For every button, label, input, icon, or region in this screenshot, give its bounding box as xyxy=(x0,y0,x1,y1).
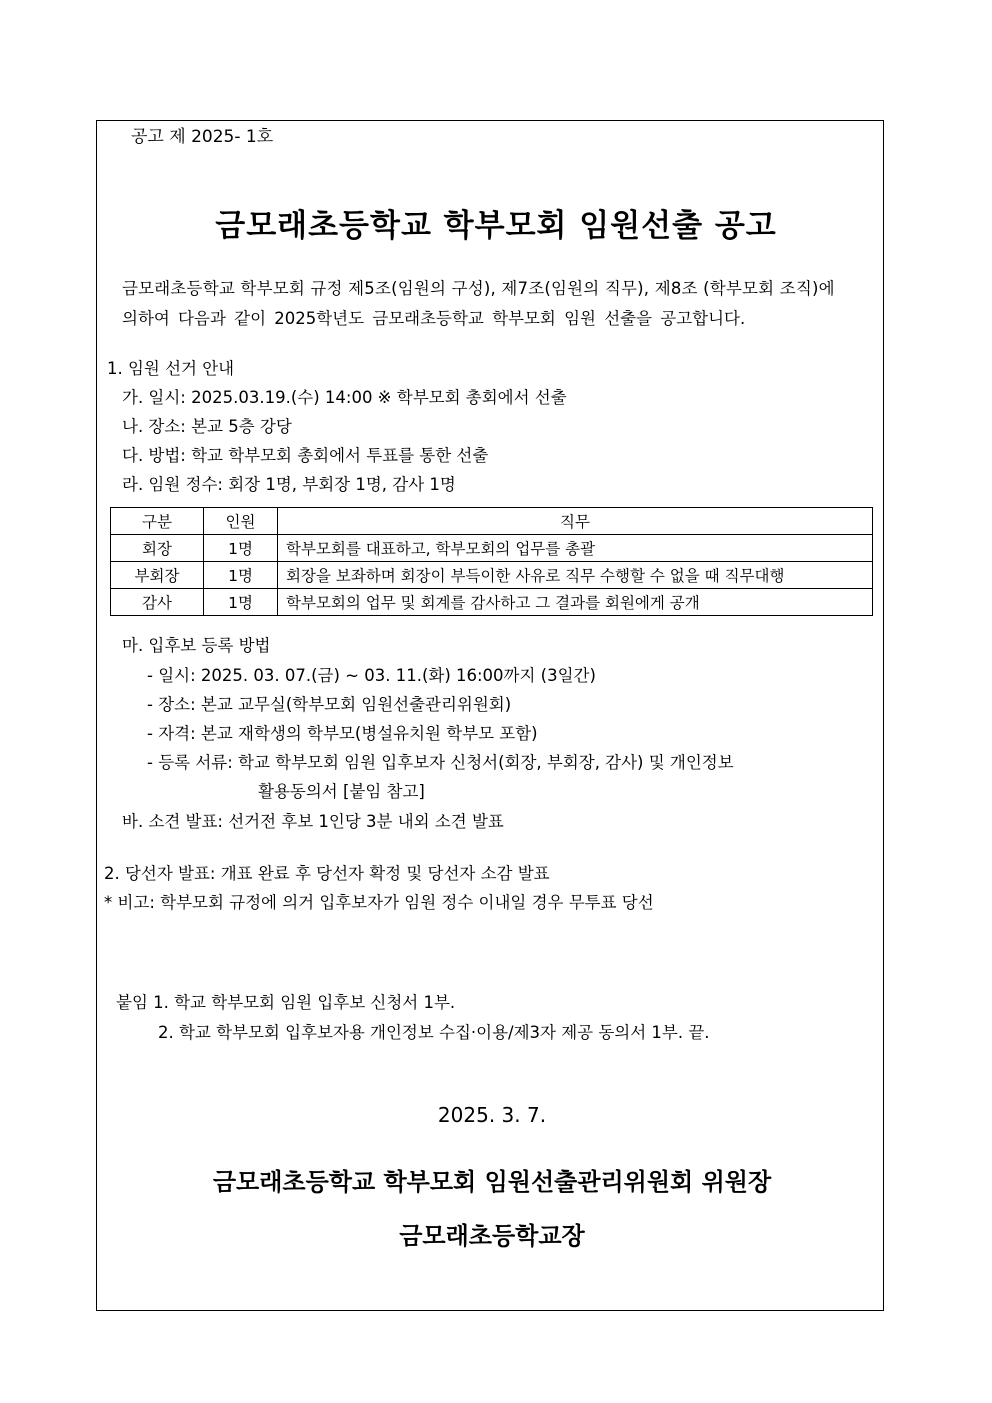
roles-table xyxy=(110,507,873,616)
intro-line-1: 금모래초등학교 학부모회 규정 제5조(임원의 구성), 제7조(임원의 직무), 제8조 (학부모회 조직)에 xyxy=(122,279,835,298)
cell-count: 1명 xyxy=(204,562,278,589)
registration-documents: - 등록 서류: 학교 학부모회 임원 입후보자 신청서(회장, 부회장, 감사) 및 개인정보 xyxy=(147,753,734,772)
registration-date: - 일시: 2025. 03. 07.(금) ~ 03. 11.(화) 16:00까지 (3일간) xyxy=(147,666,596,685)
cell-role: 감사 xyxy=(111,589,204,616)
section2-heading: 2. 당선자 발표: 개표 완료 후 당선자 확정 및 당선자 소감 발표 xyxy=(104,864,550,883)
cell-count: 1명 xyxy=(204,589,278,616)
registration-eligibility: - 자격: 본교 재학생의 학부모(병설유치원 학부모 포함) xyxy=(147,724,538,743)
table-header-row xyxy=(111,508,873,535)
registration-place: - 장소: 본교 교무실(학부모회 임원선출관리위원회) xyxy=(147,695,512,714)
cell-duty: 학부모회의 업무 및 회계를 감사하고 그 결과를 회원에게 공개 xyxy=(278,589,873,616)
table-row xyxy=(111,562,873,589)
notice-number: 공고 제 2025- 1호 xyxy=(131,127,274,147)
registration-heading: 마. 입후보 등록 방법 xyxy=(122,636,271,655)
location-item: 나. 장소: 본교 5층 강당 xyxy=(122,417,292,436)
signature-principal: 금모래초등학교장 xyxy=(399,1222,585,1250)
attachment-2: 2. 학교 학부모회 입후보자용 개인정보 수집·이용/제3자 제공 동의서 1부. 끝. xyxy=(158,1023,710,1042)
cell-count: 1명 xyxy=(204,535,278,562)
cell-duty: 회장을 보좌하며 회장이 부득이한 사유로 직무 수행할 수 없을 때 직무대행 xyxy=(278,562,873,589)
header-category: 구분 xyxy=(111,508,204,535)
header-duty: 직무 xyxy=(278,508,873,535)
cell-role: 부회장 xyxy=(111,562,204,589)
attachment-1: 붙임 1. 학교 학부모회 임원 입후보 신청서 1부. xyxy=(116,993,456,1012)
method-item: 다. 방법: 학교 학부모회 총회에서 투표를 통한 선출 xyxy=(122,446,489,465)
document-title: 금모래초등학교 학부모회 임원선출 공고 xyxy=(215,208,777,244)
cell-duty: 학부모회를 대표하고, 학부모회의 업무를 총괄 xyxy=(278,535,873,562)
schedule-item: 가. 일시: 2025.03.19.(수) 14:00 ※ 학부모회 총회에서 선출 xyxy=(122,388,567,407)
remark-note: * 비고: 학부모회 규정에 의거 입후보자가 임원 정수 이내일 경우 무투표 당선 xyxy=(104,893,654,912)
intro-line-2: 의하여 다음과 같이 2025학년도 금모래초등학교 학부모회 임원 선출을 공고합니다. xyxy=(122,309,746,328)
table-row xyxy=(111,589,873,616)
table-row xyxy=(111,535,873,562)
section1-heading: 1. 임원 선거 안내 xyxy=(107,359,235,378)
header-count: 인원 xyxy=(204,508,278,535)
registration-documents-continued: 활용동의서 [붙임 참고] xyxy=(258,782,425,801)
cell-role: 회장 xyxy=(111,535,204,562)
signature-committee: 금모래초등학교 학부모회 임원선출관리위원회 위원장 xyxy=(212,1168,772,1196)
document-date: 2025. 3. 7. xyxy=(437,1103,547,1127)
speech-item: 바. 소견 발표: 선거전 후보 1인당 3분 내외 소견 발표 xyxy=(122,812,504,831)
quota-item: 라. 임원 정수: 회장 1명, 부회장 1명, 감사 1명 xyxy=(122,475,456,494)
